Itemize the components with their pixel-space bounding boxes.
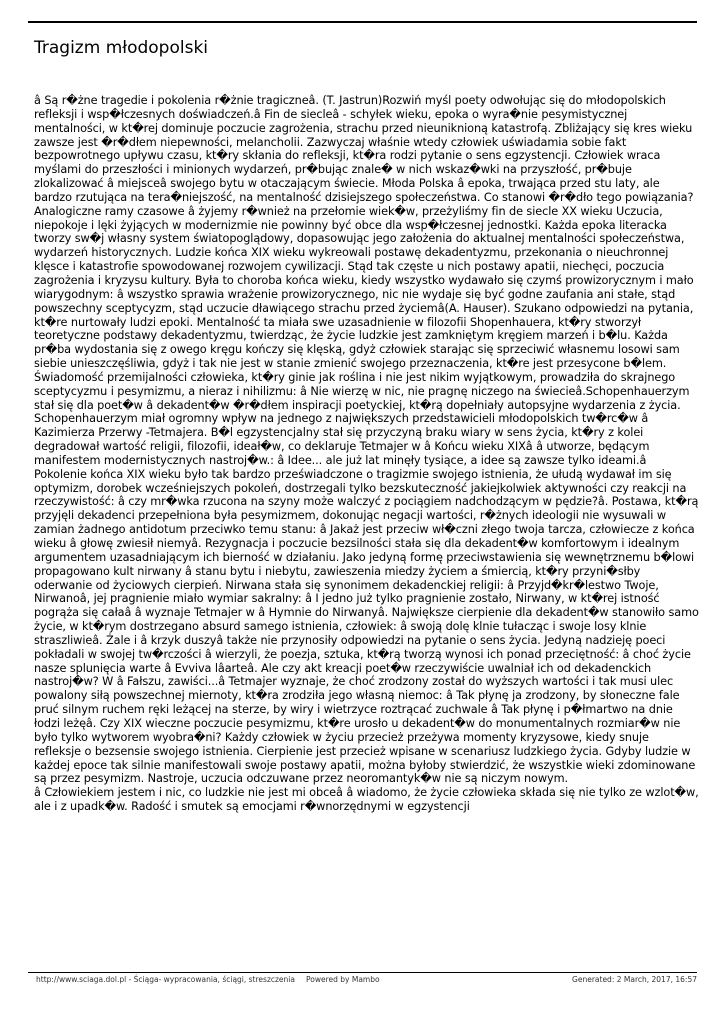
footer-powered-by: Powered by Mambo [306,975,380,984]
paragraph-2: â Człowiekiem jestem i nic, co ludzkie nie jest mi obceâ â wiadomo, że życie człowieka składa się nie tylko ze wzlot�w, ale i z upadk�w. Radość i smutek są emocjami r�wnorzędnymi w egzystencji [34,786,699,814]
footer-rule [28,972,697,973]
top-rule [28,21,697,23]
footer-generated-date: Generated: 2 March, 2017, 16:57 [572,975,697,984]
page-title: Tragizm młodopolski [34,38,209,58]
article-body [34,94,699,814]
paragraph-1: â Są r�żne tragedie i pokolenia r�żnie tragiczneâ. (T. Jastrun)Rozwiń myśl poety odwołując się do młodopolskich refleksji i wsp�łczesnych doświadczeń.â Fin de siecleâ - schyłek wieku, epoka o wyra�nie pesymistycznej mentalności, w kt�rej dominuje poczucie zagrożenia, strachu przed nieuniknioną katastrofą. Zbliżający się kres wieku zawsze jest �r�dłem niepewności, melancholii. Zazwyczaj właśnie wtedy człowiek uświadamia sobie fakt bezpowrotnego upływu czasu, kt�ry skłania do refleksji, kt�ra rodzi pytanie o sens egzystencji. Człowiek wraca myślami do przeszłości i minionych wydarzeń, pr�bując znale� w nich wskaz�wki na przyszłość, pr�buje zlokalizować â miejsceâ swojego bytu w otaczającym świecie. Młoda Polska â epoka, trwająca przed stu laty, ale bardzo rzutująca na tera�niejszość, na mentalność dzisiejszego społeczeństwa. Co stanowi �r�dło tego powiązania? Analogiczne ramy czasowe â żyjemy r�wnież na przełomie wiek�w, przeżyliśmy fin de siecle XX wieku Uczucia, niepokoje i lęki żyjących w modernizmie nie powinny być obce dla wsp�łczesnej jednostki. Każda epoka literacka tworzy sw�j własny system światopoglądowy, dopasowując jego założenia do aktualnej mentalności społeczeństwa, wydarzeń historycznych. Ludzie końca XIX wieku wykreowali postawę dekadentyzmu, przekonania o nieuchronnej klęsce i katastrofie spowodowanej rozwojem cywilizacji. Stąd tak częste u nich postawy apatii, niechęci, poczucia zagrożenia i kryzysu kultury. Była to choroba końca wieku, kiedy wszystko wydawało się czymś prowizorycznym i mało wiarygodnym: â wszystko sprawia wrażenie prowizorycznego, nic nie wydaje się być godne zaufania ani stałe, stąd powszechny sceptycyzm, stąd uczucie dławiącego strachu przed życiemâ(A. Hauser). Szukano odpowiedzi na pytania, kt�re nurtowały ludzi epoki. Mentalność ta miała swe uzasadnienie w filozofii Shopenhauera, kt�ry stworzył teoretyczne podstawy dekadentyzmu, twierdząc, że życie ludzkie jest zamkniętym kręgiem marzeń i b�lu. Każda pr�ba wydostania się z owego kręgu kończy się klęską, gdyż człowiek starając się sprzeciwić własnemu losowi sam siebie unieszczęśliwia, gdyż i tak nie jest w stanie zmienić swojego przeznaczenia, kt�re jest przesycone b�lem. Świadomość przemijalności człowieka, kt�ry ginie jak roślina i nie jest nikim wyjątkowym, prowadziła do skrajnego sceptycyzmu i pesymizmu, a nieraz i nihilizmu: â Nie wierzę w nic, nie pragnę niczego na świecieâ.Schopenhauerzym stał się dla poet�w â dekadent�w �r�dłem inspiracji poetyckiej, kt�rą dopełniały autopsyjne wydarzenia z życia. Schopenhauerzym miał ogromny wpływ na jednego z największych przedstawicieli młodopolskich tw�rc�w â Kazimierza Przerwy -Tetmajera. B�l egzystencjalny stał się przyczyną braku wiary w sens życia, kt�ry z kolei degradował wartość religii, filozofii, ideał�w, co deklaruje Tetmajer w â Końcu wieku XIXâ â utworze, będącym manifestem modernistycznych nastroj�w.: â Idee... ale już lat minęły tysiące, a idee są zawsze tylko ideami.â Pokolenie końca XIX wieku było tak bardzo przeświadczone o tragizmie swojego istnienia, że ułudą wydawał im się optymizm, dorobek wcześniejszych pokoleń, dostrzegali tylko bezskuteczność jakiejkolwiek aktywności czy reakcji na rzeczywistość: â czy mr�wka rzucona na szyny może walczyć z pociągiem nadchodzącym w pędzie?â. Postawa, kt�rą przyjęli dekadenci przepełniona była pesymizmem, dokonując negacji wartości, r�żnych ideologii nie wysuwali w zamian żadnego antidotum przeciwko temu stanu: â Jakaż jest przeciw wł�czni złego twoja tarcza, człowiecze z końca wieku â głowę zwiesił niemyâ. Rezygnacja i poczucie bezsilności stała się dla dekadent�w komfortowym i idealnym argumentem uzasadniającym ich bierność w działaniu. Jako jedyną formę przeciwstawienia się wewnętrznemu b�lowi propagowano kult nirwany â stanu bytu i niebytu, zawieszenia miedzy życiem a śmiercią, kt�ry przyni�słby oderwanie od życiowych cierpień. Nirwana stała się synonimem dekadenckiej religii: â Przyjd�kr�lestwo Twoje, Nirwanoâ, jej pragnienie miało wymiar sakralny: â I jedno już tylko pragnienie zostało, Nirwany, w kt�rej istność pogrąża się całaâ â wyznaje Tetmajer w â Hymnie do Nirwanyâ. Największe cierpienie dla dekadent�w stanowiło samo życie, w kt�rym dostrzegano absurd samego istnienia, człowiek: â swoją dolę klnie tułacząc i swoje losy klnie straszliwieâ. Żale i â krzyk duszyâ także nie przynosiły odpowiedzi na pytanie o sens życia. Jedyną nadzieję poeci pokładali w swojej tw�rczości â wierzyli, że poezja, sztuka, kt�rą tworzą wynosi ich ponad przeciętność: â choć życie nasze splunięcia warte â Evviva lâarteâ. Ale czy akt kreacji poet�w rzeczywiście uwalniał ich od dekadenckich nastroj�w? W â Fałszu, zawiści...â Tetmajer wyznaje, że choć zrodzony został do wyższych wartości i tak musi ulec powalony siłą powszechnej miernoty, kt�ra zrodziła jego własną niemoc: â Tak płynę ja zrodzony, by słoneczne fale pruć silnym ruchem ręki leżącej na sterze, by wiry i wietrzyce roztrącać zuchwale â Tak płynę i p�łmartwo na dnie łodzi leżęâ. Czy XIX wieczne poczucie pesymizmu, kt�re urosło u dekadent�w do monumentalnych rozmiar�w nie było tylko wytworem wyobra�ni? Każdy człowiek w życiu przecież przeżywa momenty kryzysowe, kiedy snuje refleksje o bezsensie swojego istnienia. Cierpienie jest przecież wpisane w scenariusz ludzkiego życia. Gdyby ludzie w każdej epoce tak silnie manifestowali swoje postawy apatii, można byłoby stwierdzić, że wszystkie wieki zdominowane są przez pesymizm. Nastroje, uczucia odczuwane przez neoromantyk�w nie są niczym nowym. [34,94,699,786]
footer-source-link[interactable]: http://www.sciaga.dol.pl - Ściąga- wypracowania, ściągi, streszczenia [36,975,295,984]
